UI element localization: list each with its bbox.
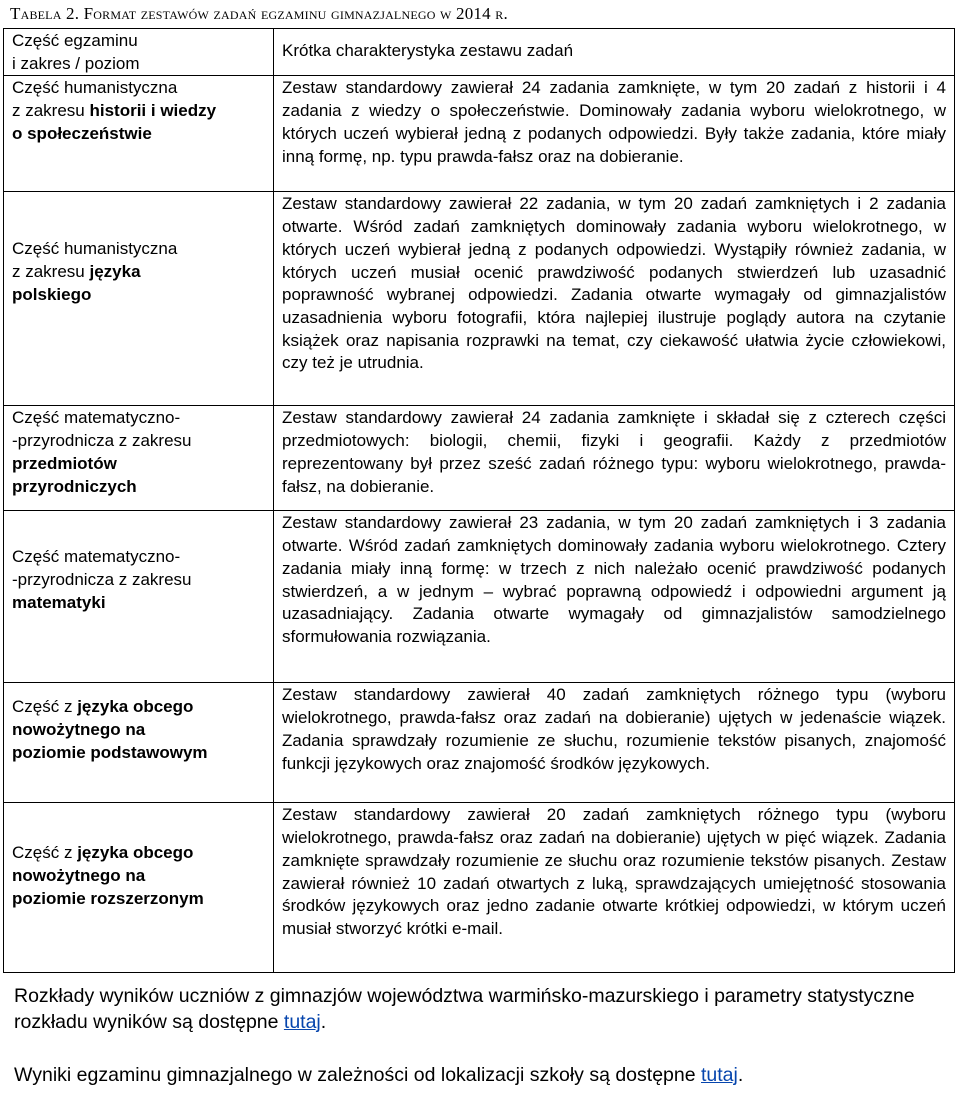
row-label-line: -przyrodnicza z zakresu: [12, 431, 192, 451]
row-label-spacer: [12, 684, 267, 764]
row-label-bold: matematyki: [12, 592, 106, 612]
row-label-line: Część matematyczno-: [12, 408, 181, 428]
row-label-cell: [4, 511, 274, 683]
row-label-cell: [4, 406, 274, 511]
row-label-line: [12, 842, 267, 865]
row-description: Zestaw standardowy zawierał 23 zadania, w tym 20 zadań zamkniętych i 3 zadania otwarte. Wśród zadań zamkniętych dominowały zadania wyboru wielokrotnego. Cztery zadania miały inną formę: w trzech z nich należało ocenić prawdziwość podanych stwierdzeń, a w jednym – wybrać poprawną odpowiedź i odpowiedni argument ją uzasadniający. Zadania otwarte wymagały od gimnazjalistów samodzielnego sformułowania rozwiązania.: [282, 513, 946, 646]
row-label-bold: przyrodniczych: [12, 476, 137, 496]
row-description-cell: [274, 406, 955, 511]
table-row: [4, 406, 955, 511]
footer-paragraph-location: [14, 1062, 954, 1088]
header-left-line-1: Część egzaminu: [12, 31, 138, 50]
row-label-line: Część matematyczno-: [12, 547, 181, 567]
row-description: Zestaw standardowy zawierał 24 zadania zamknięte, w tym 20 zadań z historii i 4 zadania z wiedzy o społeczeństwie. Dominowały zadania wyboru wielokrotnego, w których uczeń wybierał jedną z podanych odpowiedzi. Były także zadania, które miały inną formę, np. typu prawda-fałsz oraz na dobieranie.: [282, 78, 946, 166]
row-label-line: [12, 888, 267, 911]
footer-text-end: .: [320, 1011, 327, 1033]
row-label-line: [12, 476, 267, 499]
row-label-part: Część z: [12, 697, 78, 717]
table-row: [4, 683, 955, 803]
row-label-bold: poziomie podstawowym: [12, 742, 208, 762]
footer-text-end: .: [737, 1064, 744, 1086]
footer-text: Wyniki egzaminu gimnazjalnego w zależności od lokalizacji szkoły są dostępne: [14, 1064, 701, 1086]
row-label-bold: poziomie rozszerzonym: [12, 888, 204, 908]
header-cell-right: [274, 29, 955, 76]
row-label-line: [12, 696, 267, 719]
row-label-line: [12, 453, 267, 476]
row-label-part: Część z: [12, 843, 78, 863]
row-description-cell: [274, 803, 955, 973]
row-label-line: [12, 123, 267, 146]
row-label-line: [12, 865, 267, 888]
row-label-spacer: [12, 193, 267, 306]
table-caption: Tabela 2. Format zestawów zadań egzaminu gimnazjalnego w 2014 r.: [10, 4, 508, 23]
row-label-line: Część humanistyczna: [12, 78, 178, 98]
header-left-line-2: i zakres / poziom: [12, 53, 140, 73]
row-label-line: Część humanistyczna: [12, 239, 178, 259]
table-row: [4, 803, 955, 973]
row-description-cell: [274, 511, 955, 683]
row-label-bold: polskiego: [12, 284, 92, 304]
row-label-line: [12, 100, 267, 123]
row-label-line: [12, 284, 267, 307]
row-label-bold: przedmiotów: [12, 453, 117, 473]
row-label-bold: o społeczeństwie: [12, 123, 152, 143]
row-label-cell: [4, 76, 274, 192]
footer-text: Rozkłady wyników uczniów z gimnazjów województwa warmińsko-mazurskiego i parametry statystyczne rozkładu wyników są dostępne: [14, 985, 915, 1033]
row-description-cell: [274, 683, 955, 803]
row-label-spacer: [12, 512, 267, 614]
footer-paragraph-distributions: [14, 983, 954, 1035]
table-row: [4, 192, 955, 406]
row-label-bold: języka obcego: [77, 697, 194, 717]
row-label-line: -przyrodnicza z zakresu: [12, 570, 192, 590]
table-row: [4, 511, 955, 683]
row-description-cell: [274, 76, 955, 192]
row-label-cell: [4, 192, 274, 406]
row-label-bold: nowożytnego na: [12, 866, 146, 886]
location-results-link[interactable]: tutaj: [701, 1064, 738, 1086]
row-label-line: [12, 261, 267, 284]
row-label-line: [12, 742, 267, 765]
row-label-part: z zakresu: [12, 101, 90, 121]
row-label-cell: [4, 683, 274, 803]
row-label-bold: nowożytnego na: [12, 720, 146, 740]
exam-format-table: [3, 28, 955, 973]
row-label-bold: języka obcego: [77, 843, 194, 863]
row-label-part: z zakresu: [12, 262, 90, 282]
row-description-cell: [274, 192, 955, 406]
row-label-cell: [4, 803, 274, 973]
table-row: [4, 76, 955, 192]
row-label-bold: historii i wiedzy: [89, 101, 217, 121]
row-label-spacer: [12, 804, 267, 910]
header-cell-left: [4, 29, 274, 76]
row-label-bold: języka: [89, 262, 141, 282]
row-description: Zestaw standardowy zawierał 40 zadań zamkniętych różnego typu (wyboru wielokrotnego, prawda-fałsz oraz zadań na dobieranie) ujętych w jedenaście wiązek. Zadania sprawdzały rozumienie ze słuchu, rozumienie tekstów pisanych, znajomość funkcji językowych oraz znajomość środków językowych.: [282, 685, 946, 773]
row-label-line: [12, 592, 267, 615]
header-right-text: Krótka charakterystyka zestawu zadań: [282, 41, 574, 60]
distributions-link[interactable]: tutaj: [283, 1011, 321, 1033]
row-description: Zestaw standardowy zawierał 22 zadania, w tym 20 zadań zamkniętych i 2 zadania otwarte. Wśród zadań zamkniętych dominowały zadania wyboru wielokrotnego, w których uczeń wybierał jedną z podanych odpowiedzi. Wystąpiły również zadania, w których uczeń musiał ocenić prawdziwość podanych stwierdzeń lub uzasadnić poprawność wybranej odpowiedzi. Zadania otwarte wymagały od gimnazjalistów uzasadnienia wyboru fotografii, która najlepiej ilustruje poglądy autora na czytanie książek oraz napisania rozprawki na temat, czy ciekawość ułatwia życie człowiekowi, czy też je utrudnia.: [282, 194, 946, 373]
row-description: Zestaw standardowy zawierał 24 zadania zamknięte i składał się z czterech części przedmiotowych: biologii, chemii, fizyki i geografii. Każdy z przedmiotów reprezentowany był przez sześć zadań różnego typu: wyboru wielokrotnego, prawda-fałsz, na dobieranie.: [282, 408, 946, 496]
table-header-row: [4, 29, 955, 76]
row-description: Zestaw standardowy zawierał 20 zadań zamkniętych różnego typu (wyboru wielokrotnego, prawda-fałsz oraz zadań na dobieranie) ujętych w pięć wiązek. Zadania zamknięte sprawdzały rozumienie ze słuchu oraz rozumienie tekstów pisanych. Zestaw zawierał również 10 zadań otwartych z luką, sprawdzających umiejętność stosowania środków językowych oraz jedno zadanie otwarte krótkiej odpowiedzi, w którym uczeń musiał stworzyć krótki e-mail.: [282, 805, 946, 938]
row-label-line: [12, 719, 267, 742]
